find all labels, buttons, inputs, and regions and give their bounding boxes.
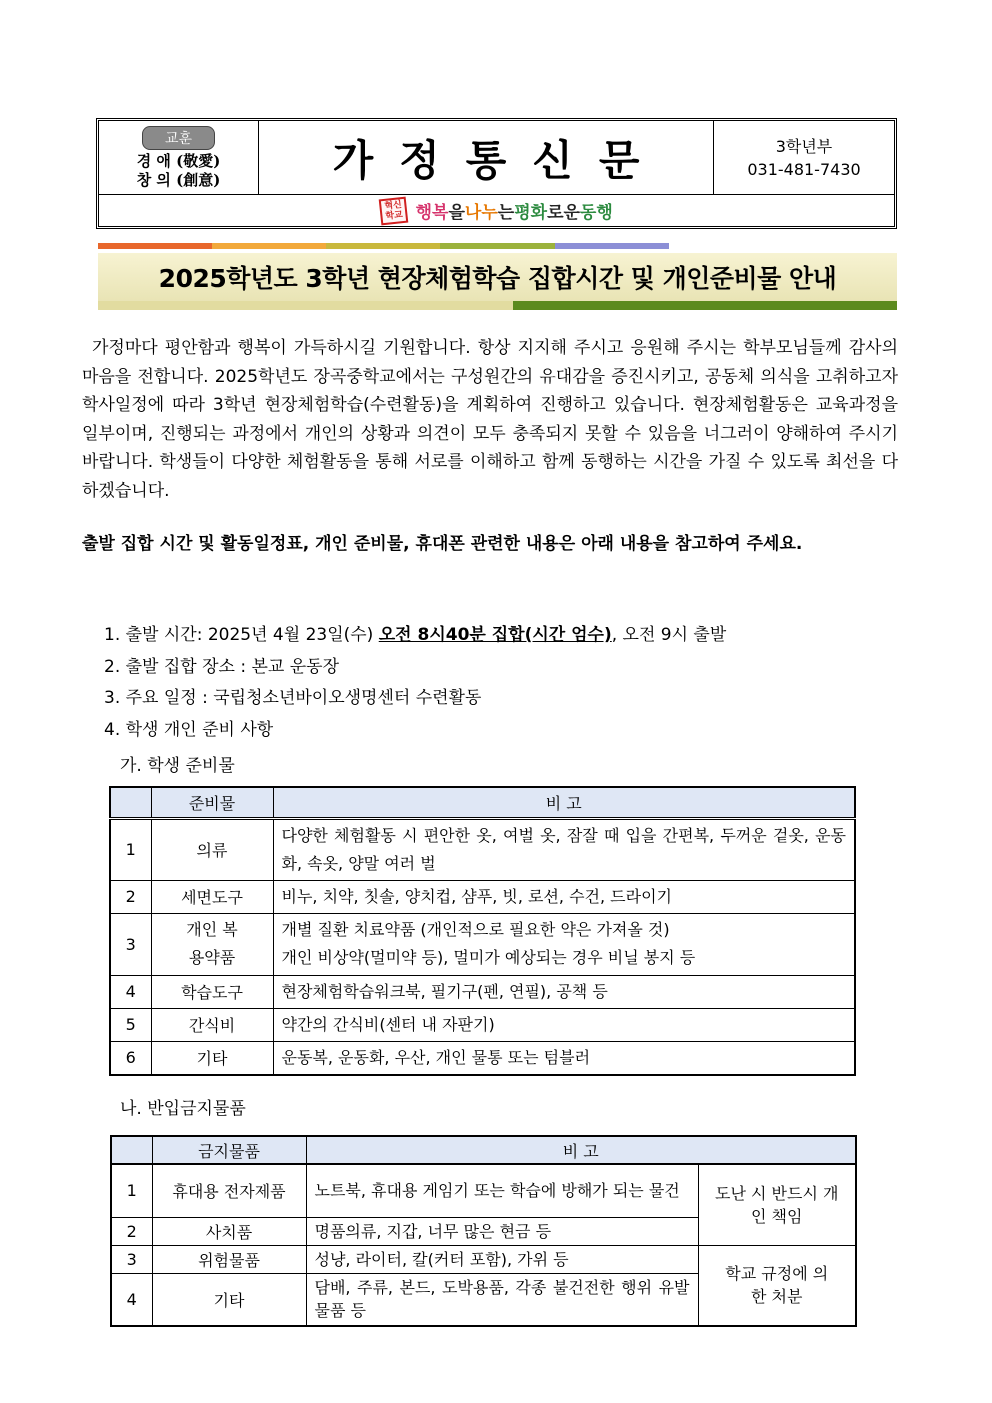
row-number: 2 <box>111 1217 152 1245</box>
header-item: 금지물품 <box>152 1136 306 1164</box>
row-number: 4 <box>110 975 151 1008</box>
row-number: 1 <box>111 1164 152 1217</box>
table-row <box>110 975 855 1008</box>
table-header-row <box>110 787 855 818</box>
row-desc: 명품의류, 지갑, 너무 많은 현금 등 <box>306 1217 698 1245</box>
row-desc <box>273 913 855 975</box>
row-desc: 운동복, 운동화, 우산, 개인 물통 또는 텀블러 <box>273 1041 855 1075</box>
stripe-1 <box>98 243 212 249</box>
stamp-line-2: 학교 <box>385 209 404 222</box>
table-row <box>110 880 855 913</box>
row-item: 의류 <box>151 818 273 880</box>
departure-time-emphasis: 오전 8시40분 집합(시간 엄수) <box>378 625 612 645</box>
header-top-row <box>99 121 894 195</box>
slogan-word-2: 을 <box>448 203 465 223</box>
row-item: 휴대용 전자제품 <box>152 1164 306 1217</box>
department-phone: 031-481-7430 <box>747 159 861 179</box>
row-number: 4 <box>111 1273 152 1326</box>
school-rule-note: 학교 규정에 의한 처분 <box>698 1245 856 1326</box>
row-number: 6 <box>110 1041 151 1075</box>
slogan-word-6: 로운 <box>547 203 580 223</box>
row-desc: 약간의 간식비(센터 내 자판기) <box>273 1008 855 1041</box>
list-item-meeting-place: 2. 출발 집합 장소 : 본교 운동장 <box>104 656 340 677</box>
school-motto <box>99 121 259 194</box>
document-title-banner: 2025학년도 3학년 현장체험학습 집합시간 및 개인준비물 안내 <box>98 253 897 301</box>
row-desc-line-1: 개별 질환 치료약품 (개인적으로 필요한 약은 가져올 것) <box>281 920 670 939</box>
motto-tag: 교훈 <box>142 126 215 150</box>
list-item-departure-time <box>104 620 904 652</box>
list-item-main-schedule: 3. 주요 일정 : 국립청소년바이오생명센터 수련활동 <box>104 688 482 708</box>
row-number: 5 <box>110 1008 151 1041</box>
department-name: 3학년부 <box>775 136 833 156</box>
header-note: 비 고 <box>273 787 855 818</box>
intro-paragraph <box>82 334 898 505</box>
theft-note: 도난 시 반드시 개인 책임 <box>698 1164 856 1245</box>
row-item: 위험물품 <box>152 1245 306 1273</box>
row-number: 1 <box>110 818 151 880</box>
motto-line-2: 창 의 (創意) <box>136 170 221 189</box>
slogan-row <box>99 195 894 226</box>
subheading-supplies: 가. 학생 준비물 <box>120 756 235 776</box>
row-desc: 담배, 주류, 본드, 도박용품, 각종 불건전한 행위 유발 물품 등 <box>306 1273 698 1326</box>
list-item-personal-prep: 4. 학생 개인 준비 사항 <box>104 719 274 740</box>
intro-text: 가정마다 평안함과 행복이 가득하시길 기원합니다. 항상 지지해 주시고 응원해 주시는 학부모님들께 감사의 마음을 전합니다. 2025학년도 장곡중학교에서는 구성원간의 유대감을 증진시키고, 공동체 의식을 고취하고자 학사일정에 따라 3학년 현장체험학습(수련활동)을 계획하여 진행하고 있습니다. 현장체험활동은 교육과정을 일부이며, 진행되는 과정에서 개인의 상황과 의견이 모두 충족되지 못할 수 있음을 너그러이 양해하여 주시기 바랍니다. 학생들이 다양한 체험활동을 통해 서로를 이해하고 함께 동행하는 시간을 가질 수 있도록 최선을 다하겠습니다. <box>82 338 898 501</box>
slogan-word-1: 행복 <box>415 203 449 223</box>
row-item: 간식비 <box>151 1008 273 1041</box>
stripe-7 <box>783 243 897 249</box>
row-desc: 비누, 치약, 칫솔, 양치컵, 샴푸, 빗, 로션, 수건, 드라이기 <box>273 880 855 913</box>
row-item: 사치품 <box>152 1217 306 1245</box>
motto-line-1: 경 애 (敬愛) <box>136 151 221 170</box>
stripe-3 <box>326 243 440 249</box>
header-no <box>110 787 151 818</box>
slogan-word-5: 평화 <box>514 203 548 223</box>
department-info <box>714 121 894 194</box>
departure-time-suffix: , 오전 9시 출발 <box>611 625 727 645</box>
newsletter-header <box>96 118 897 229</box>
table-row <box>110 913 855 975</box>
bold-notice: 출발 집합 시간 및 활동일정표, 개인 준비물, 휴대폰 관련한 내용은 아래 내용을 참고하여 주세요. <box>82 534 803 554</box>
stripe-6 <box>669 243 783 249</box>
info-list <box>104 620 904 746</box>
stripe-2 <box>212 243 326 249</box>
header-no <box>111 1136 152 1164</box>
stripe-5 <box>555 243 669 249</box>
row-item: 개인 복용약품 <box>151 913 273 975</box>
header-item: 준비물 <box>151 787 273 818</box>
table-row <box>110 1008 855 1041</box>
header-note: 비 고 <box>306 1136 856 1164</box>
row-number: 3 <box>111 1245 152 1273</box>
row-number: 2 <box>110 880 151 913</box>
newsletter-title: 가정통신문 <box>259 121 714 194</box>
slogan-word-4: 는 <box>497 203 515 223</box>
table-row <box>110 1041 855 1075</box>
row-desc: 노트북, 휴대용 게임기 또는 학습에 방해가 되는 물건 <box>306 1164 698 1217</box>
prohibited-items-table <box>110 1135 857 1327</box>
table-header-row <box>111 1136 856 1164</box>
row-item: 기타 <box>151 1041 273 1075</box>
table-row <box>111 1164 856 1217</box>
row-number: 3 <box>110 913 151 975</box>
innovation-school-stamp-icon <box>379 196 409 225</box>
subheading-prohibited: 나. 반입금지물품 <box>120 1099 246 1119</box>
stripe-4 <box>440 243 554 249</box>
row-desc-line-2: 개인 비상약(멀미약 등), 멀미가 예상되는 경우 비닐 봉지 등 <box>281 948 696 967</box>
row-desc: 다양한 체험활동 시 편안한 옷, 여벌 옷, 잠잘 때 입을 간편복, 두꺼운 겉옷, 운동화, 속옷, 양말 여러 벌 <box>273 818 855 880</box>
table-row <box>110 818 855 880</box>
row-item: 학습도구 <box>151 975 273 1008</box>
supplies-table <box>109 786 856 1076</box>
table-row <box>111 1245 856 1273</box>
departure-time-prefix: 1. 출발 시간: 2025년 4월 23일(수) <box>104 625 379 645</box>
row-desc: 현장체험학습워크북, 필기구(펜, 연필), 공책 등 <box>273 975 855 1008</box>
row-desc: 성냥, 라이터, 칼(커터 포함), 가위 등 <box>306 1245 698 1273</box>
slogan-word-3: 나누 <box>464 203 498 223</box>
banner-color-stripes <box>98 243 897 249</box>
banner-underline <box>98 301 897 310</box>
row-item: 세면도구 <box>151 880 273 913</box>
slogan-word-7: 동행 <box>579 203 613 223</box>
row-item: 기타 <box>152 1273 306 1326</box>
stamp-line-1: 혁신 <box>384 199 403 212</box>
